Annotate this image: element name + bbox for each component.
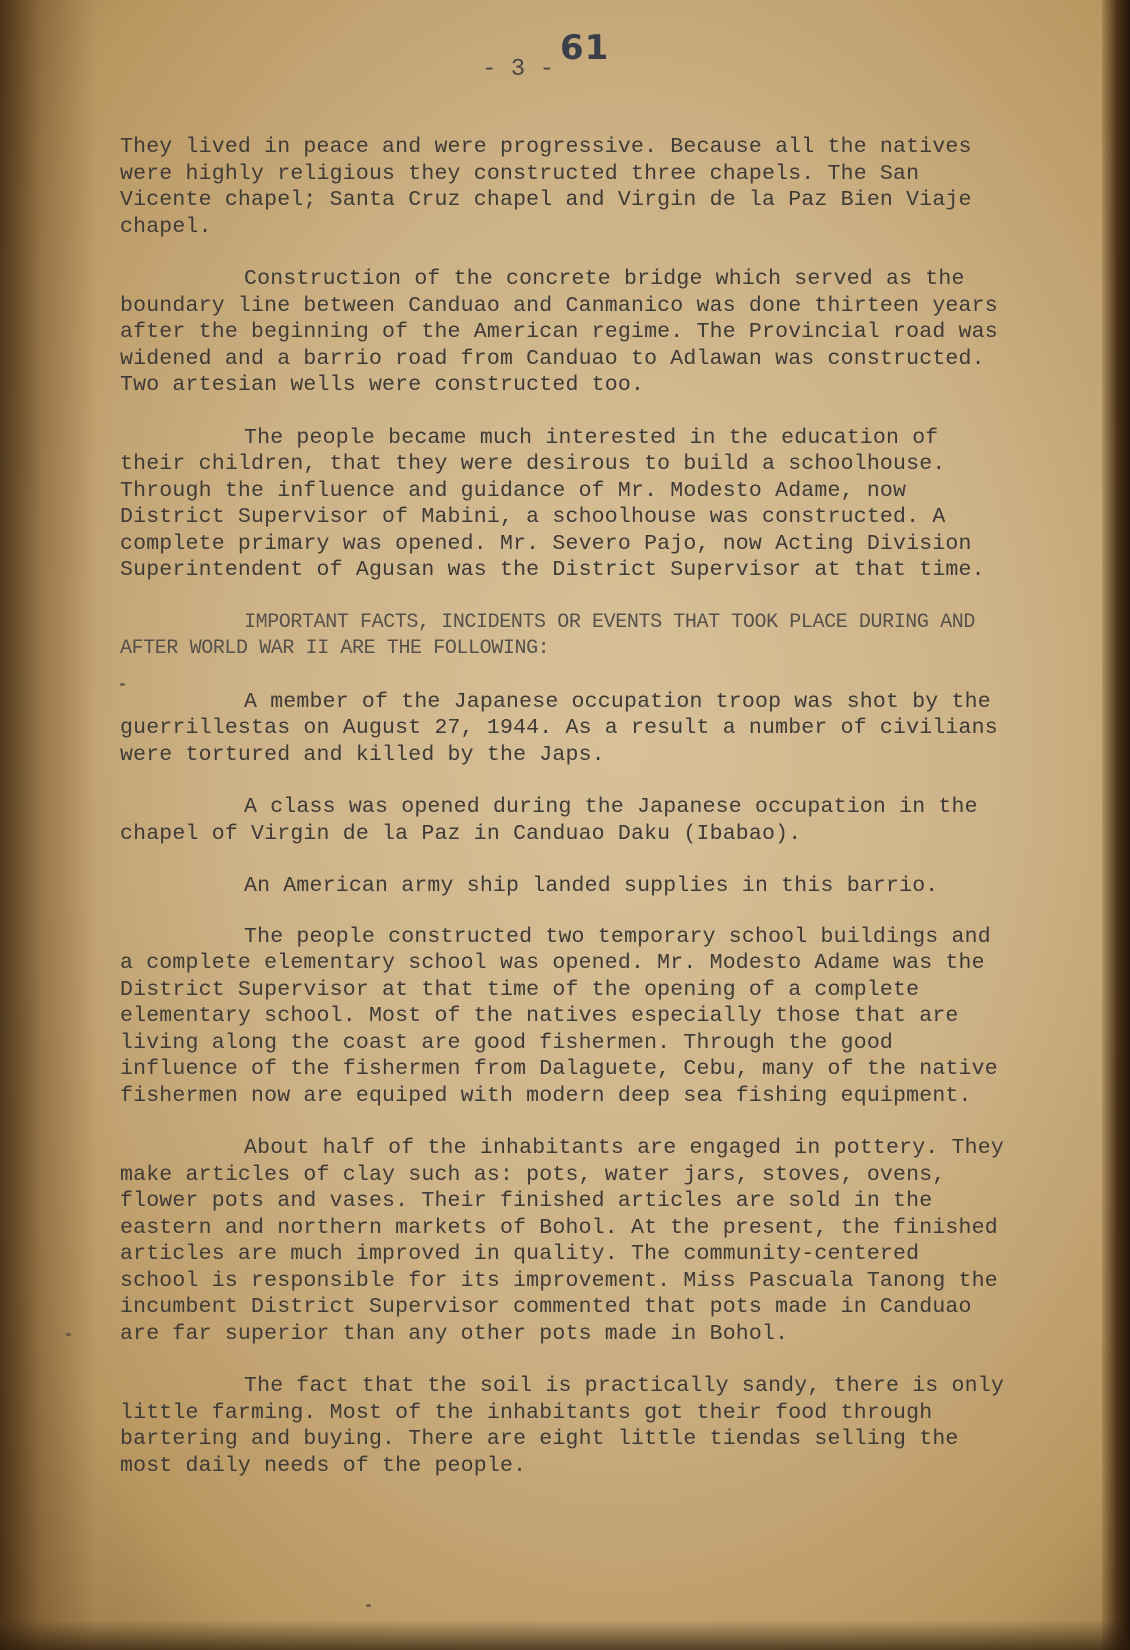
section-heading-ww2: IMPORTANT FACTS, INCIDENTS OR EVENTS THAT TOOK PLACE DURING AND AFTER WORLD WAR II ARE THE FOLLOWING: [120, 610, 975, 660]
handwritten-page-number: 61 [560, 28, 610, 68]
ink-speck [120, 683, 125, 686]
paragraph-japanese-troop: A member of the Japanese occupation troop was shot by the guerrillestas on August 27, 1944. As a result a number of civilians were tortured and killed by the Japs. [120, 689, 998, 767]
typed-page-number: - 3 - [482, 56, 555, 83]
paragraph-class-opened: A class was opened during the Japanese occupation in the chapel of Virgin de la Paz in Canduao Daku (Ibabao). [120, 795, 978, 846]
paragraph-chapels: They lived in peace and were progressive. Because all the natives were highly religious they constructed three chapels. The San Vicente chapel; Santa Cruz chapel and Virgin de la Paz Bien Viaje chapel. [120, 135, 972, 239]
page-bottom-edge [0, 1620, 1130, 1650]
binding-shadow [0, 0, 120, 1650]
paragraph-farming: The fact that the soil is practically sandy, there is only little farming. Most of the inhabitants got their food through bartering and buying. There are eight little tiendas selling the most daily needs of the people. [120, 1374, 1004, 1478]
ink-speck [66, 1333, 71, 1336]
paragraph-elementary-school: The people constructed two temporary school buildings and a complete elementary school was opened. Mr. Modesto Adame was the District Supervisor at that time of the opening of a complete elementary school. Most of the natives especially those that are living along the coast are good fishermen. Through the good influence of the fishermen from Dalaguete, Cebu, many of the native fishermen now are equiped with modern deep sea fishing equipment. [120, 924, 998, 1108]
paragraph-schoolhouse: The people became much interested in the education of their children, that they were desirous to build a schoolhouse. Through the influence and guidance of Mr. Modesto Adame, now District Supervisor of Mabini, a schoolhouse was constructed. A complete primary was opened. Mr. Severo Pajo, now Acting Division Superintendent of Agusan was the District Supervisor at that time. [120, 425, 985, 582]
paragraph-army-ship: An American army ship landed supplies in this barrio. [244, 874, 939, 898]
ink-speck [366, 1604, 371, 1607]
page-edge [1102, 0, 1130, 1650]
paragraph-bridge: Construction of the concrete bridge which served as the boundary line between Canduao and Canmanico was done thirteen years after the beginning of the American regime. The Provincial road was widened and a barrio road from Canduao to Adlawan was constructed. Two artesian wells were constructed too. [120, 267, 998, 397]
paragraph-pottery: About half of the inhabitants are engaged in pottery. They make articles of clay such as: pots, water jars, stoves, ovens, flower pots and vases. Their finished articles are sold in the eastern and northern markets of Bohol. At the present, the finished articles are much improved in quality. The community-centered school is responsible for its improvement. Miss Pascuala Tanong the incumbent District Supervisor commented that pots made in Canduao are far superior than any other pots made in Bohol. [120, 1136, 1004, 1346]
typewritten-body [120, 134, 1010, 1505]
